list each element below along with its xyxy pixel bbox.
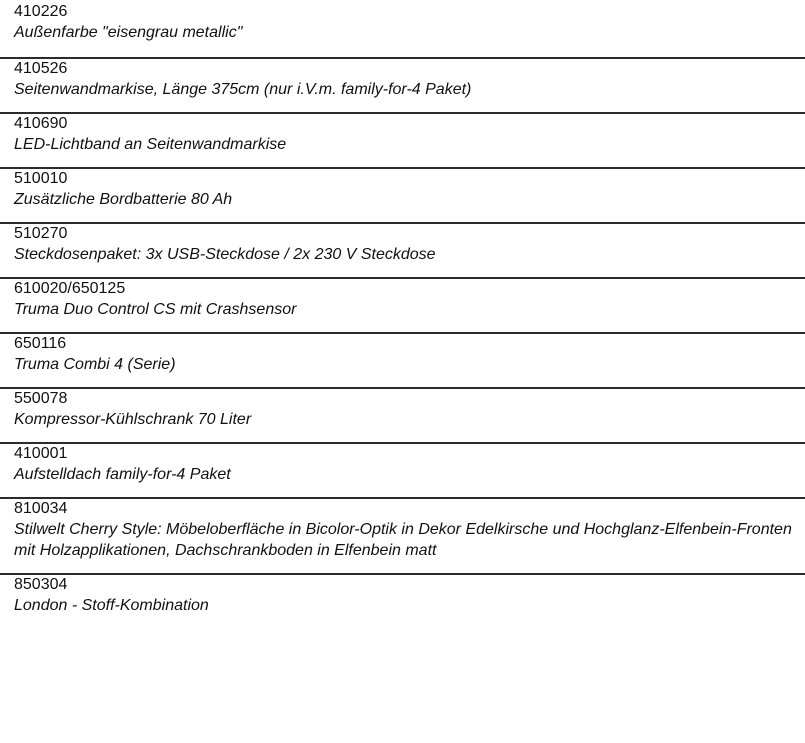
item-code: 410226: [14, 3, 68, 20]
item-description: Zusätzliche Bordbatterie 80 Ah: [14, 191, 233, 208]
item-description: Außenfarbe "eisengrau metallic": [14, 24, 243, 41]
item-code: 810034: [14, 500, 68, 517]
item-description: LED-Lichtband an Seitenwandmarkise: [14, 136, 287, 153]
item-description: Truma Combi 4 (Serie): [14, 356, 176, 373]
item-code: 550078: [14, 390, 68, 407]
item-description: Truma Duo Control CS mit Crashsensor: [14, 301, 297, 318]
list-item: [0, 114, 805, 155]
item-code: 410690: [14, 115, 68, 132]
list-item: [0, 499, 805, 561]
list-item: [0, 444, 805, 485]
item-description: Stilwelt Cherry Style: Möbeloberfläche in Bicolor-Optik in Dekor Edelkirsche und Hochglanz-Elfenbein-Fronten mit Holzapplikationen, Dachschrankboden in Elfenbein matt: [14, 521, 792, 559]
item-code: 850304: [14, 576, 68, 593]
item-code: 610020/650125: [14, 280, 126, 297]
item-description: Kompressor-Kühlschrank 70 Liter: [14, 411, 252, 428]
list-item: [0, 389, 805, 430]
item-description: Aufstelldach family-for-4 Paket: [14, 466, 231, 483]
item-code: 510270: [14, 225, 68, 242]
item-code: 510010: [14, 170, 68, 187]
list-item: [0, 334, 805, 375]
item-code: 410526: [14, 60, 68, 77]
list-item: [0, 169, 805, 210]
list-item: [0, 575, 805, 616]
item-description: Seitenwandmarkise, Länge 375cm (nur i.V.m. family-for-4 Paket): [14, 81, 472, 98]
item-code: 650116: [14, 335, 67, 352]
list-item: [0, 279, 805, 320]
item-code: 410001: [14, 445, 68, 462]
list-item: [0, 224, 805, 265]
item-description: Steckdosenpaket: 3x USB-Steckdose / 2x 230 V Steckdose: [14, 246, 436, 263]
list-item: [0, 59, 805, 100]
item-description: London - Stoff-Kombination: [14, 597, 209, 614]
list-item: [0, 0, 805, 43]
